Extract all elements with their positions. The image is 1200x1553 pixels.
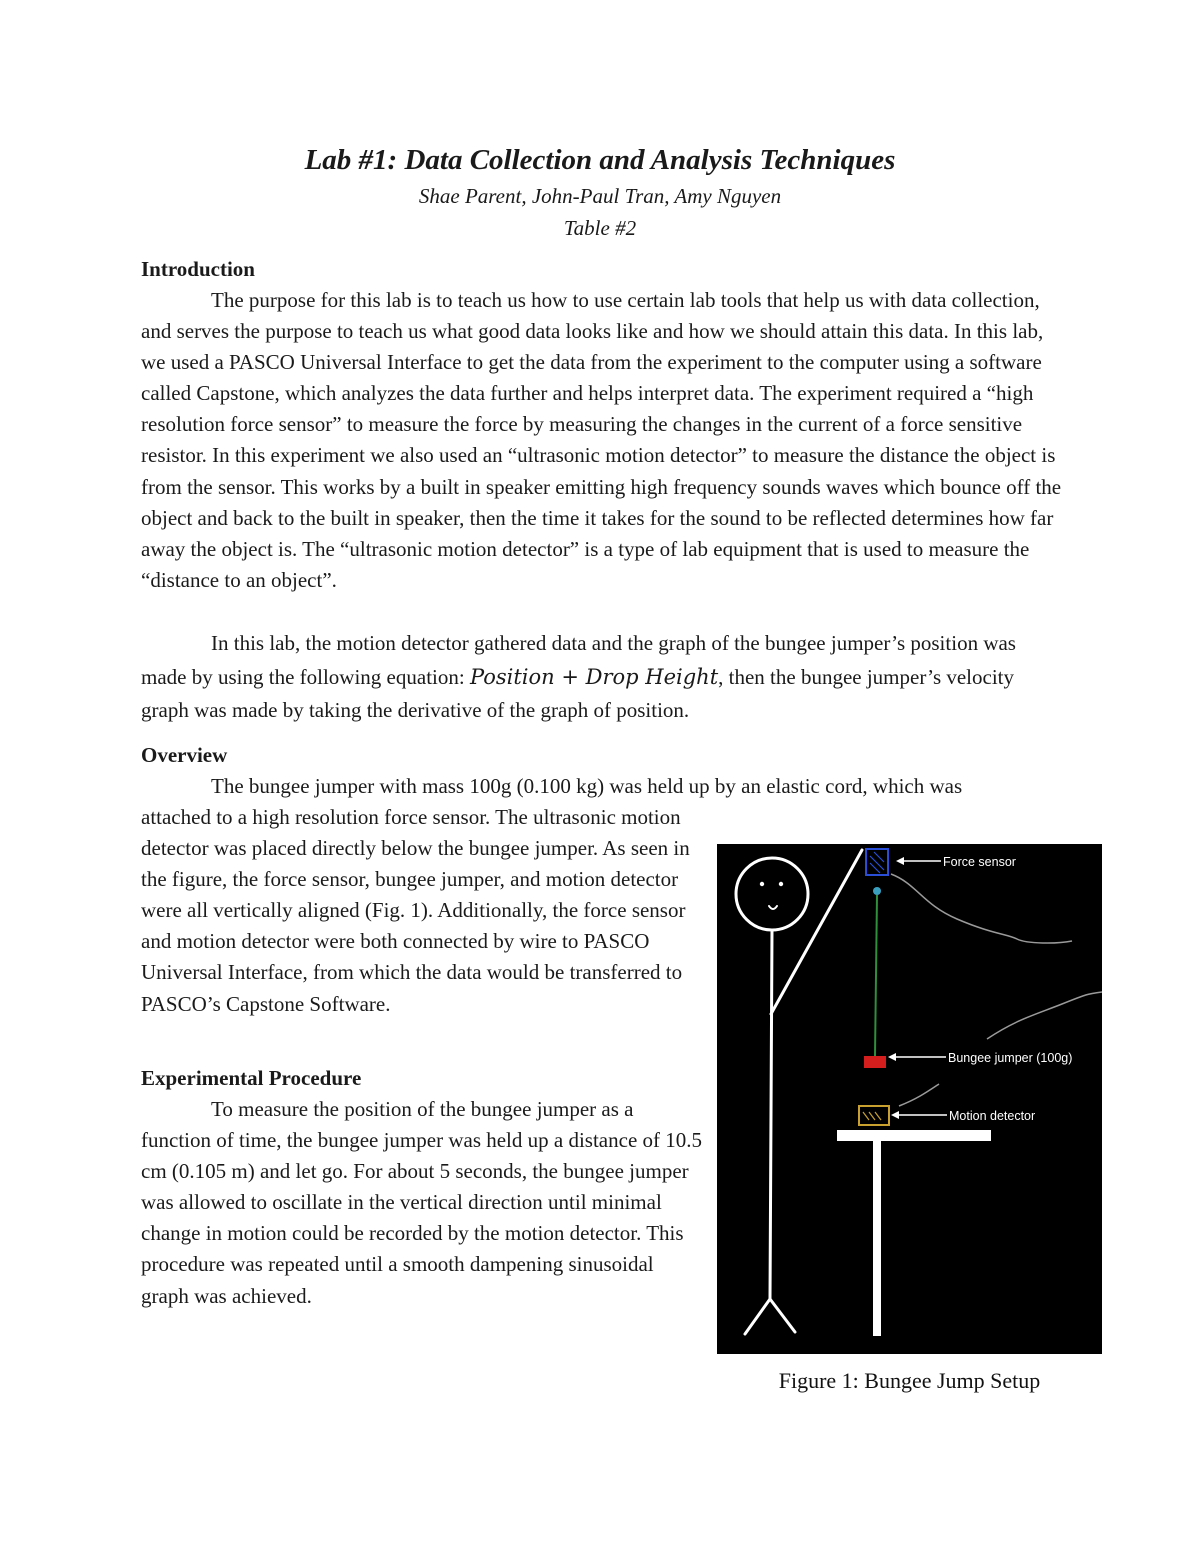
motion-detector-arrowhead [891,1111,899,1119]
bungee-jumper-label: Bungee jumper (100g) [948,1051,1073,1065]
motion-detector-wire [899,1084,939,1106]
stick-figure-arm [771,850,862,1014]
motion-detector [859,1106,889,1125]
stick-figure-head [736,858,808,930]
stick-figure-body [770,930,772,1299]
force-sensor-wire [891,874,1072,943]
introduction-paragraph-2 [141,627,1066,728]
stick-figure [736,850,862,1334]
author-list: Shae Parent, John-Paul Tran, Amy Nguyen [418,184,782,208]
force-sensor-label: Force sensor [943,855,1016,869]
force-sensor-hatch [870,852,884,873]
motion-detector-detail [863,1112,881,1120]
table-top [837,1130,991,1141]
table-leg [873,1141,881,1336]
overview-paragraph: attached to a high resolution force sensor. The ultrasonic motion detector was placed directly below the bungee jumper. As seen in the figure, the force sensor, bungee jumper, and motion detector were all vertically aligned (Fig. 1). Additionally, the force sensor and motion detector were both connected by wire to PASCO Universal Interface, from which the data would be transferred to PASCO’s Capstone Software. [141,805,690,1016]
upper-wire [987,992,1102,1039]
overview-heading: Overview [141,743,228,767]
stick-figure-left-eye [760,882,764,886]
figure-arrows [892,861,947,1115]
stick-figure-left-leg [745,1299,770,1334]
position-equation: Position + Drop Height [469,664,719,689]
introduction-paragraph-1: The purpose for this lab is to teach us how to use certain lab tools that help us with data collection, and serves the purpose to teach us what good data looks like and how we should attain this data. In this lab, we used a PASCO Universal Interface to get the data from the experiment to the computer using a software called Capstone, which analyzes the data further and helps interpret data. The experiment required a “high resolution force sensor” to measure the force by measuring the changes in the current of a force sensitive resistor. In this experiment we also used an “ultrasonic motion detector” to measure the distance the object is from the sensor. This works by a built in speaker emitting high frequency sounds waves which bounce off the object and back to the built in speaker, then the time it takes for the sound to be reflected determines how far away the object is. The “ultrasonic motion detector” is a type of lab equipment that is used to measure the “distance to an object”. [141,288,1062,592]
bungee-setup-figure [717,844,1102,1354]
motion-detector-label: Motion detector [949,1109,1036,1123]
procedure-paragraph: To measure the position of the bungee jumper as a function of time, the bungee jumper was held up a distance of 10.5 cm (0.105 m) and let go. For about 5 seconds, the bungee jumper was allowed to oscillate in the vertical direction until minimal change in motion could be recorded by the motion detector. This procedure was repeated until a smooth dampening sinusoidal graph was achieved. [141,1097,703,1308]
bungee-jumper-mass [864,1056,886,1068]
figure-caption: Figure 1: Bungee Jump Setup [778,1368,1041,1393]
stick-figure-right-leg [770,1299,795,1332]
table-number: Table #2 [563,216,637,240]
bungee-jumper-arrowhead [888,1053,896,1061]
elastic-cord [875,895,877,1056]
paragraph-text: In this lab, the motion detector gathered data and the graph of the bungee jumper’s position was made by using the following equation: [141,631,1016,689]
force-sensor-arrowhead [896,857,904,865]
stick-figure-smile [769,906,777,909]
force-sensor [866,849,888,875]
cord-hook [873,887,881,895]
stick-figure-right-eye [779,882,783,886]
page-title: Lab #1: Data Collection and Analysis Techniques [304,144,896,176]
overview-first-line: The bungee jumper with mass 100g (0.100 kg) was held up by an elastic cord, which was [211,774,963,798]
introduction-heading: Introduction [141,257,255,281]
procedure-heading: Experimental Procedure [141,1066,362,1090]
bungee-setup-drawing [717,844,1102,1354]
paragraph-text: , then the bungee jumper’s velocity graph was made by taking the derivative of the graph of position. [141,664,1015,722]
